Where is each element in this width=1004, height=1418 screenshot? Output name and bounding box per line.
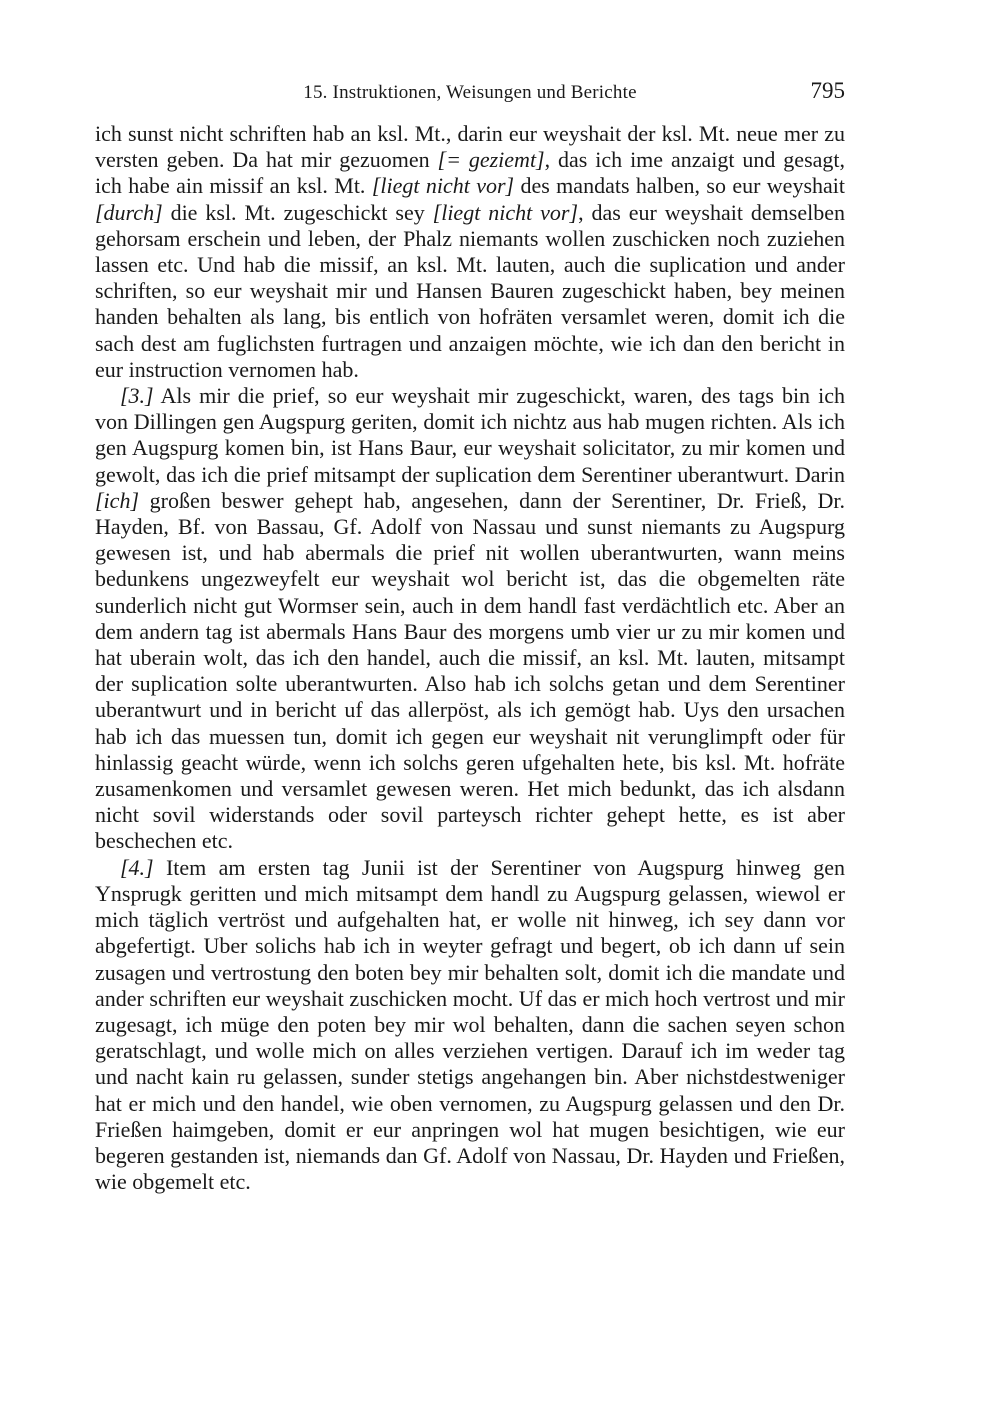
running-title: 15. Instruktionen, Weisungen und Berichte (303, 82, 637, 103)
body-text (95, 121, 845, 1195)
text-segment: die ksl. Mt. zugeschickt sey (162, 199, 433, 225)
text-segment: Item am ersten tag Junii ist der Serentiner von Augspurg hinweg gen Ynsprugk geritten und mich mitsampt dem handl zu Augspurg gelassen, wiewol er mich täglich vertröst und aufgehalten hat, er wolle nit hinweg, ich sey dann vor abgefertigt. Uber solichs hab ich in weyter gefragt und begert, ob ich dann uf sein zusagen und vertrostung den boten bey mir behalten solt, domit ich die mandate und ander schriften eur weyshait zuschicken mocht. Uf das er mich hoch vertrost und mir zugesagt, ich müge den poten bey mir wol behalten, dann die sachen seyen schon geratschlagt, und wolle mich on alles verziehen vertigen. Darauf ich im weder tag und nacht kain ru gelassen, sunder stetigs angehangen bin. Aber nichstdestweniger hat er mich und den handel, wie oben vernomen, zu Augspurg gelassen und den Dr. Frießen haimgeben, domit er eur anpringen wol hat mugen besichtigen, wie eur begeren gestanden ist, niemands dan Gf. Adolf von Nassau, Dr. Hayden und Frießen, wie obgemelt etc. (95, 854, 845, 1195)
running-head (95, 78, 845, 108)
text-segment: ich sunst nicht schriften hab an ksl. Mt., darin eur weyshait der ksl. Mt. neue mer zu versten geben. Da hat mir gezuomen (95, 121, 845, 173)
paragraph (95, 121, 845, 383)
editorial-note: [ich] (95, 487, 139, 513)
page-number: 795 (810, 78, 845, 103)
text-segment: , das eur weyshait demselben gehorsam erschein und leben, der Phalz niemants wollen zuschicken noch zuziehen lassen etc. Und hab die missif, an ksl. Mt. lauten, auch die suplication und ander schriften, so eur weyshait mir und Hansen Bauren zugeschickt haben, bey meinen handen behalten als lang, bis entlich von hofräten versamlet weren, domit ich die sach dest am fuglichsten furtragen und anzaigen möchte, wie ich dan den bericht in eur instruction vernomen hab. (95, 199, 845, 382)
paragraph (95, 383, 845, 855)
editorial-note: [liegt nicht vor] (432, 199, 579, 225)
editorial-note: [liegt nicht vor] (371, 173, 515, 199)
editorial-note: [3.] (120, 383, 154, 409)
paragraph (95, 855, 845, 1196)
text-segment: des mandats halben, so eur weyshait (514, 173, 845, 199)
text-segment: Als mir die prief, so eur weyshait mir zugeschickt, waren, des tags bin ich von Dillingen gen Augspurg geriten, domit ich nichtz aus hab mugen richten. Als ich gen Augspurg komen bin, ist Hans Baur, eur weyshait solicitator, zu mir komen und gewolt, das ich die prief mitsampt der suplication dem Serentiner uberantwurt. Darin (95, 383, 845, 487)
text-segment: großen beswer gehept hab, angesehen, dann der Serentiner, Dr. Frieß, Dr. Hayden, Bf. von Bassau, Gf. Adolf von Nassau und sunst niemants zu Augspurg gewesen ist, und hab abermals die prief nit wollen uberantwurten, wann meins bedunkens ungezweyfelt eur weyshait wol bericht ist, das die obgemelten räte sunderlich nicht gut Wormser sein, auch in dem handl fast verdächtlich etc. Aber an dem andern tag ist abermals Hans Baur des morgens umb vier ur zu mir komen und hat uberain wolt, das ich den handel, auch die missif, an ksl. Mt. lauten, mitsampt der suplication solte uberantwurten. Also hab ich solchs getan und dem Serentiner uberantwurt und in bericht uf das allerpöst, als ich gemögt hab. Uys den ursachen hab ich das muessen tun, domit ich gegen eur weyshait nit verunglimpft oder für hinlassig geacht würde, wenn ich solchs geren ufgehalten hete, bis ksl. Mt. hofräte zusamenkomen und versamlet gewesen weren. Het mich bedunkt, das ich alsdann nicht sovil widerstands oder sovil parteysch richter gehept hette, es ist aber beschechen etc. (95, 487, 845, 854)
editorial-note: [durch] (95, 199, 163, 225)
text-segment: , das ich ime anzaigt und gesagt, ich habe ain missif an ksl. Mt. (95, 147, 846, 199)
editorial-note: [= geziemt] (437, 147, 545, 173)
editorial-note: [4.] (120, 854, 154, 880)
